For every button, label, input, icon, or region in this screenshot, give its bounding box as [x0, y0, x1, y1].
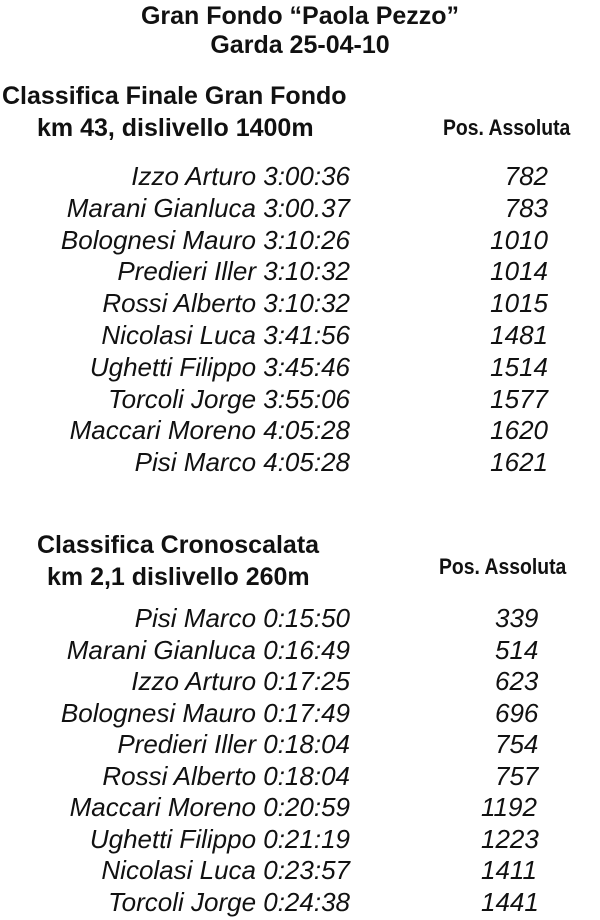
- rider-name-time: Pisi Marco 4:05:28: [134, 447, 350, 478]
- absolute-position: 754: [495, 729, 539, 759]
- result-row: [0, 351, 600, 383]
- absolute-position: 1514: [490, 351, 548, 382]
- absolute-position: 1620: [490, 415, 548, 446]
- result-row: [0, 255, 600, 287]
- rider-name-time: Maccari Moreno 0:20:59: [69, 792, 350, 822]
- cronoscalata-title: Classifica Cronoscalata: [37, 531, 320, 559]
- absolute-position: 1441: [481, 886, 539, 917]
- result-row: [0, 823, 600, 855]
- rider-name-time: Bolognesi Mauro 0:17:49: [60, 697, 350, 728]
- absolute-position: 514: [495, 634, 539, 665]
- absolute-position: 1223: [481, 823, 539, 854]
- absolute-position: 1481: [490, 320, 548, 350]
- result-row: [0, 854, 600, 886]
- rider-name-time: Rossi Alberto 0:18:04: [102, 760, 350, 791]
- rider-name-time: Ughetti Filippo 0:21:19: [89, 823, 350, 854]
- rider-name-time: Izzo Arturo 0:17:25: [131, 666, 350, 696]
- rider-name-time: Torcoli Jorge 0:24:38: [108, 886, 350, 917]
- gran-fondo-title: Classifica Finale Gran Fondo: [2, 82, 347, 110]
- rider-name-time: Marani Gianluca 3:00.37: [66, 192, 350, 223]
- event-date: Garda 25-04-10: [210, 31, 390, 59]
- result-row: [0, 665, 600, 697]
- rider-name-time: Ughetti Filippo 3:45:46: [89, 351, 350, 382]
- cronoscalata-column-header: Pos. Assoluta: [439, 554, 567, 579]
- result-row: [0, 760, 600, 792]
- rider-name-time: Izzo Arturo 3:00:36: [131, 161, 350, 191]
- absolute-position: 1411: [481, 855, 537, 885]
- rider-name-time: Bolognesi Mauro 3:10:26: [60, 224, 350, 255]
- absolute-position: 339: [495, 603, 539, 633]
- rider-name-time: Nicolasi Luca 3:41:56: [101, 320, 350, 350]
- gran-fondo-subtitle: km 43, dislivello 1400m: [37, 114, 314, 142]
- result-row: [0, 886, 600, 918]
- rider-name-time: Rossi Alberto 3:10:32: [102, 288, 350, 319]
- result-row: [0, 634, 600, 666]
- result-row: [0, 602, 600, 634]
- rider-name-time: Marani Gianluca 0:16:49: [66, 634, 350, 665]
- result-row: [0, 791, 600, 823]
- result-row: [0, 224, 600, 256]
- absolute-position: 1014: [490, 256, 548, 287]
- cronoscalata-subtitle: km 2,1 dislivello 260m: [47, 563, 310, 591]
- absolute-position: 623: [495, 666, 539, 696]
- result-row: [0, 697, 600, 729]
- event-title: Gran Fondo “Paola Pezzo”: [140, 2, 460, 30]
- rider-name-time: Torcoli Jorge 3:55:06: [108, 383, 350, 414]
- rider-name-time: Maccari Moreno 4:05:28: [69, 415, 350, 446]
- absolute-position: 696: [495, 697, 539, 728]
- absolute-position: 1015: [490, 288, 548, 319]
- result-row: [0, 383, 600, 415]
- result-row: [0, 192, 600, 224]
- absolute-position: 757: [495, 760, 539, 791]
- gran-fondo-column-header: Pos. Assoluta: [443, 115, 571, 140]
- absolute-position: 783: [504, 192, 548, 223]
- result-row: [0, 160, 600, 192]
- absolute-position: 1192: [481, 792, 537, 822]
- absolute-position: 1010: [490, 224, 548, 255]
- result-row: [0, 319, 600, 351]
- rider-name-time: Nicolasi Luca 0:23:57: [101, 855, 350, 885]
- rider-name-time: Pisi Marco 0:15:50: [134, 603, 350, 633]
- absolute-position: 1577: [490, 383, 548, 414]
- result-row: [0, 414, 600, 446]
- result-row: [0, 446, 600, 478]
- rider-name-time: Predieri Iller 0:18:04: [117, 729, 350, 759]
- rider-name-time: Predieri Iller 3:10:32: [117, 256, 350, 287]
- absolute-position: 1621: [490, 447, 548, 478]
- absolute-position: 782: [504, 161, 548, 191]
- result-row: [0, 287, 600, 319]
- result-row: [0, 728, 600, 760]
